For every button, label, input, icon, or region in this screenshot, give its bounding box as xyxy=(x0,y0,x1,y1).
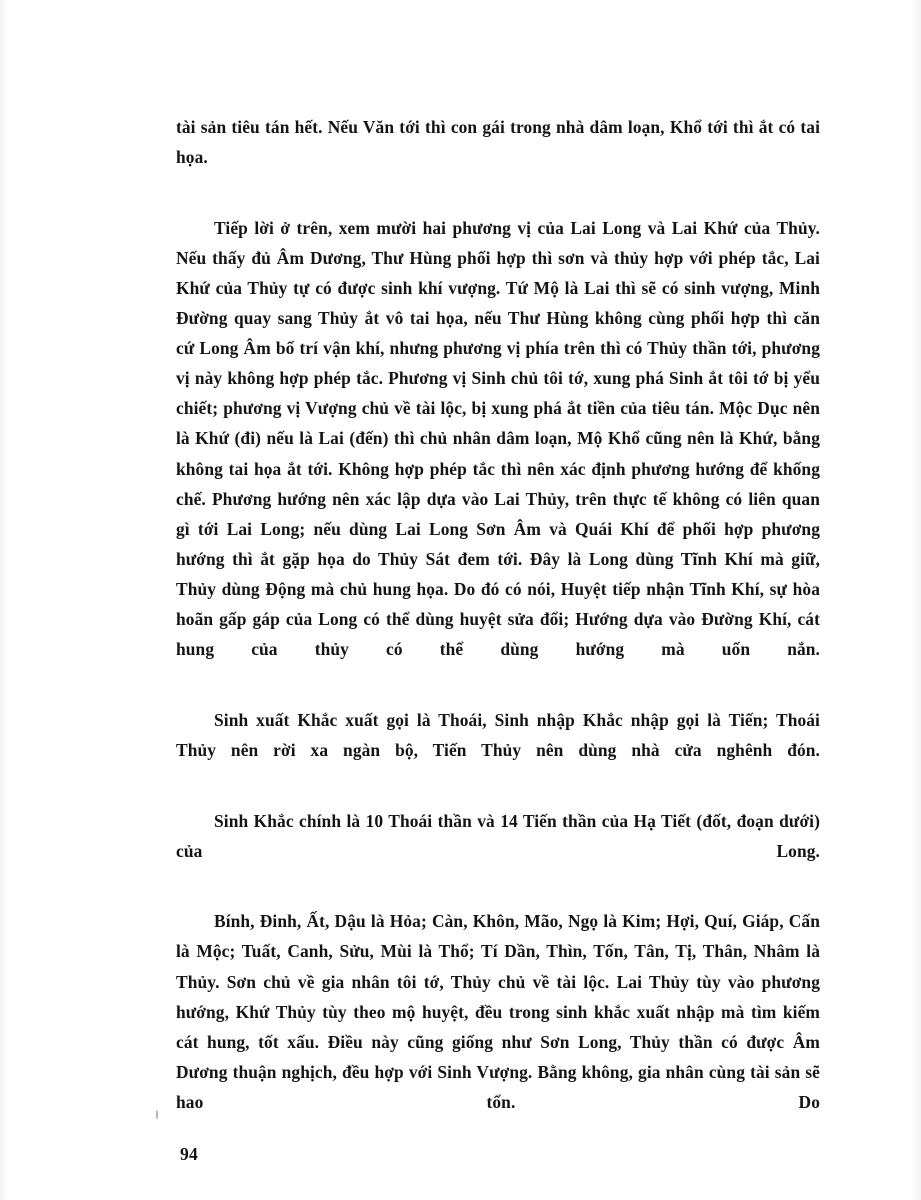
paragraph-5: Bính, Đinh, Ất, Dậu là Hỏa; Càn, Khôn, Mão, Ngọ là Kim; Hợi, Quí, Giáp, Cấn là Mộc; Tuất, Canh, Sửu, Mùi là Thổ; Tí Dần, Thìn, Tốn, Tân, Tị, Thân, Nhâm là Thủy. Sơn chủ về gia nhân tôi tớ, Thủy chủ về tài lộc. Lai Thủy tùy vào phương hướng, Khứ Thủy tùy theo mộ huyệt, đều trong sinh khắc xuất nhập mà tìm kiếm cát hung, tốt xấu. Điều này cũng giống như Sơn Long, Thủy thần có được Âm Dương thuận nghịch, đều hợp với Sinh Vượng. Bằng không, gia nhân cùng tài sản sẽ hao tổn. Do xyxy=(176,911,820,1112)
page-text-block xyxy=(176,112,820,1147)
scan-speck xyxy=(156,1110,158,1119)
paragraph-3: Sinh xuất Khắc xuất gọi là Thoái, Sinh nhập Khắc nhập gọi là Tiến; Thoái Thủy nên rời xa ngàn bộ, Tiến Thủy nên dùng nhà cửa nghênh đón. xyxy=(176,709,820,760)
scan-edge-left xyxy=(0,0,8,1200)
page-number: 94 xyxy=(180,1144,199,1164)
paragraph-2: Tiếp lời ở trên, xem mười hai phương vị của Lai Long và Lai Khứ của Thủy. Nếu thấy đủ Âm Dương, Thư Hùng phối hợp thì sơn và thủy hợp với phép tắc, Lai Khứ của Thủy tự có được sinh khí vượng. Tứ Mộ là Lai thì sẽ có sinh vượng, Minh Đường quay sang Thủy ắt vô tai họa, nếu Thư Hùng không cùng phối hợp thì căn cứ Long Âm bố trí vận khí, nhưng phương vị phía trên thì có Thủy thần tới, phương vị này không hợp phép tắc. Phương vị Sinh chủ tôi tớ, xung phá Sinh ắt tôi tớ bị yểu chiết; phương vị Vượng chủ về tài lộc, bị xung phá ắt tiền của tiêu tán. Mộc Dục nên là Khứ (đi) nếu là Lai (đến) thì chủ nhân dâm loạn, Mộ Khổ cũng nên là Khứ, bằng không tai họa ắt tới. Không hợp phép tắc thì nên xác định phương hướng để khống chế. Phương hướng nên xác lập dựa vào Lai Thủy, trên thực tế không có liên quan gì tới Lai Long; nếu dùng Lai Long Sơn Âm và Quái Khí để phối hợp phương hướng thì ắt gặp họa do Thủy Sát đem tới. Đây là Long dùng Tĩnh Khí mà giữ, Thủy dùng Động mà chủ hung họa. Do đó có nói, Huyệt tiếp nhận Tĩnh Khí, sự hòa hoãn gấp gáp của Long có thể dùng huyệt sửa đổi; Hướng dựa vào Đường Khí, cát hung của thủy có thể dùng hướng mà uốn nắn. xyxy=(176,217,820,660)
paragraph-1: tài sản tiêu tán hết. Nếu Văn tới thì con gái trong nhà dâm loạn, Khổ tới thì ắt có tai họa. xyxy=(176,117,820,168)
scan-edge-right xyxy=(911,0,921,1200)
paragraph-4: Sinh Khắc chính là 10 Thoái thần và 14 Tiến thần của Hạ Tiết (đốt, đoạn dưới) của Long. xyxy=(176,810,820,861)
